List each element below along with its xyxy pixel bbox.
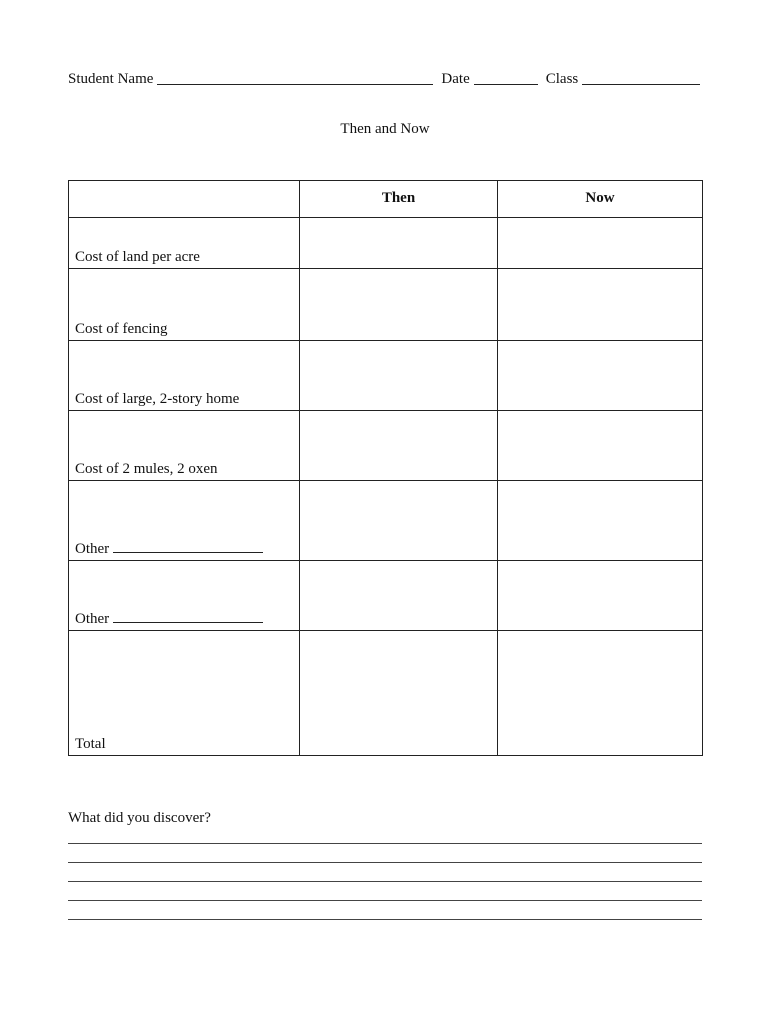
date-label: Date xyxy=(441,71,470,87)
now-cell[interactable] xyxy=(498,411,703,481)
page-title: Then and Now xyxy=(340,121,430,137)
other-blank-field[interactable] xyxy=(113,540,263,553)
table-row xyxy=(69,631,703,756)
then-cell[interactable] xyxy=(300,411,498,481)
then-cell[interactable] xyxy=(300,269,498,341)
then-cell[interactable] xyxy=(300,341,498,411)
date-field[interactable] xyxy=(474,70,538,85)
now-cell[interactable] xyxy=(498,269,703,341)
row-label-other-2 xyxy=(69,561,300,631)
row-label-home: Cost of large, 2-story home xyxy=(69,341,300,411)
answer-line[interactable] xyxy=(68,901,702,920)
row-label-mules-oxen: Cost of 2 mules, 2 oxen xyxy=(69,411,300,481)
header xyxy=(68,66,700,88)
table-row xyxy=(69,341,703,411)
table-row xyxy=(69,561,703,631)
table-row xyxy=(69,411,703,481)
now-cell[interactable] xyxy=(498,481,703,561)
other-label: Other xyxy=(75,611,110,627)
other-label: Other xyxy=(75,541,110,557)
table-header-row xyxy=(69,181,703,218)
row-label-total: Total xyxy=(69,631,300,756)
student-name-label: Student Name xyxy=(68,71,154,87)
answer-line[interactable] xyxy=(68,882,702,901)
answer-line[interactable] xyxy=(68,863,702,882)
column-header-blank xyxy=(69,181,300,218)
answer-lines[interactable] xyxy=(68,843,702,920)
row-label-land: Cost of land per acre xyxy=(69,218,300,269)
then-cell[interactable] xyxy=(300,561,498,631)
column-header-then: Then xyxy=(300,181,498,218)
discovery-question: What did you discover? xyxy=(68,810,211,826)
class-label: Class xyxy=(545,71,579,87)
now-cell[interactable] xyxy=(498,218,703,269)
row-label-fencing: Cost of fencing xyxy=(69,269,300,341)
table-row xyxy=(69,218,703,269)
then-cell[interactable] xyxy=(300,481,498,561)
answer-line[interactable] xyxy=(68,844,702,863)
table-row xyxy=(69,269,703,341)
then-cell[interactable] xyxy=(300,218,498,269)
table-row xyxy=(69,481,703,561)
now-cell[interactable] xyxy=(498,561,703,631)
other-blank-field[interactable] xyxy=(113,610,263,623)
row-label-other-1 xyxy=(69,481,300,561)
class-field[interactable] xyxy=(582,70,700,85)
now-cell[interactable] xyxy=(498,341,703,411)
then-now-table xyxy=(68,180,703,756)
then-total-cell[interactable] xyxy=(300,631,498,756)
now-total-cell[interactable] xyxy=(498,631,703,756)
column-header-now: Now xyxy=(498,181,703,218)
student-name-field[interactable] xyxy=(157,70,433,85)
